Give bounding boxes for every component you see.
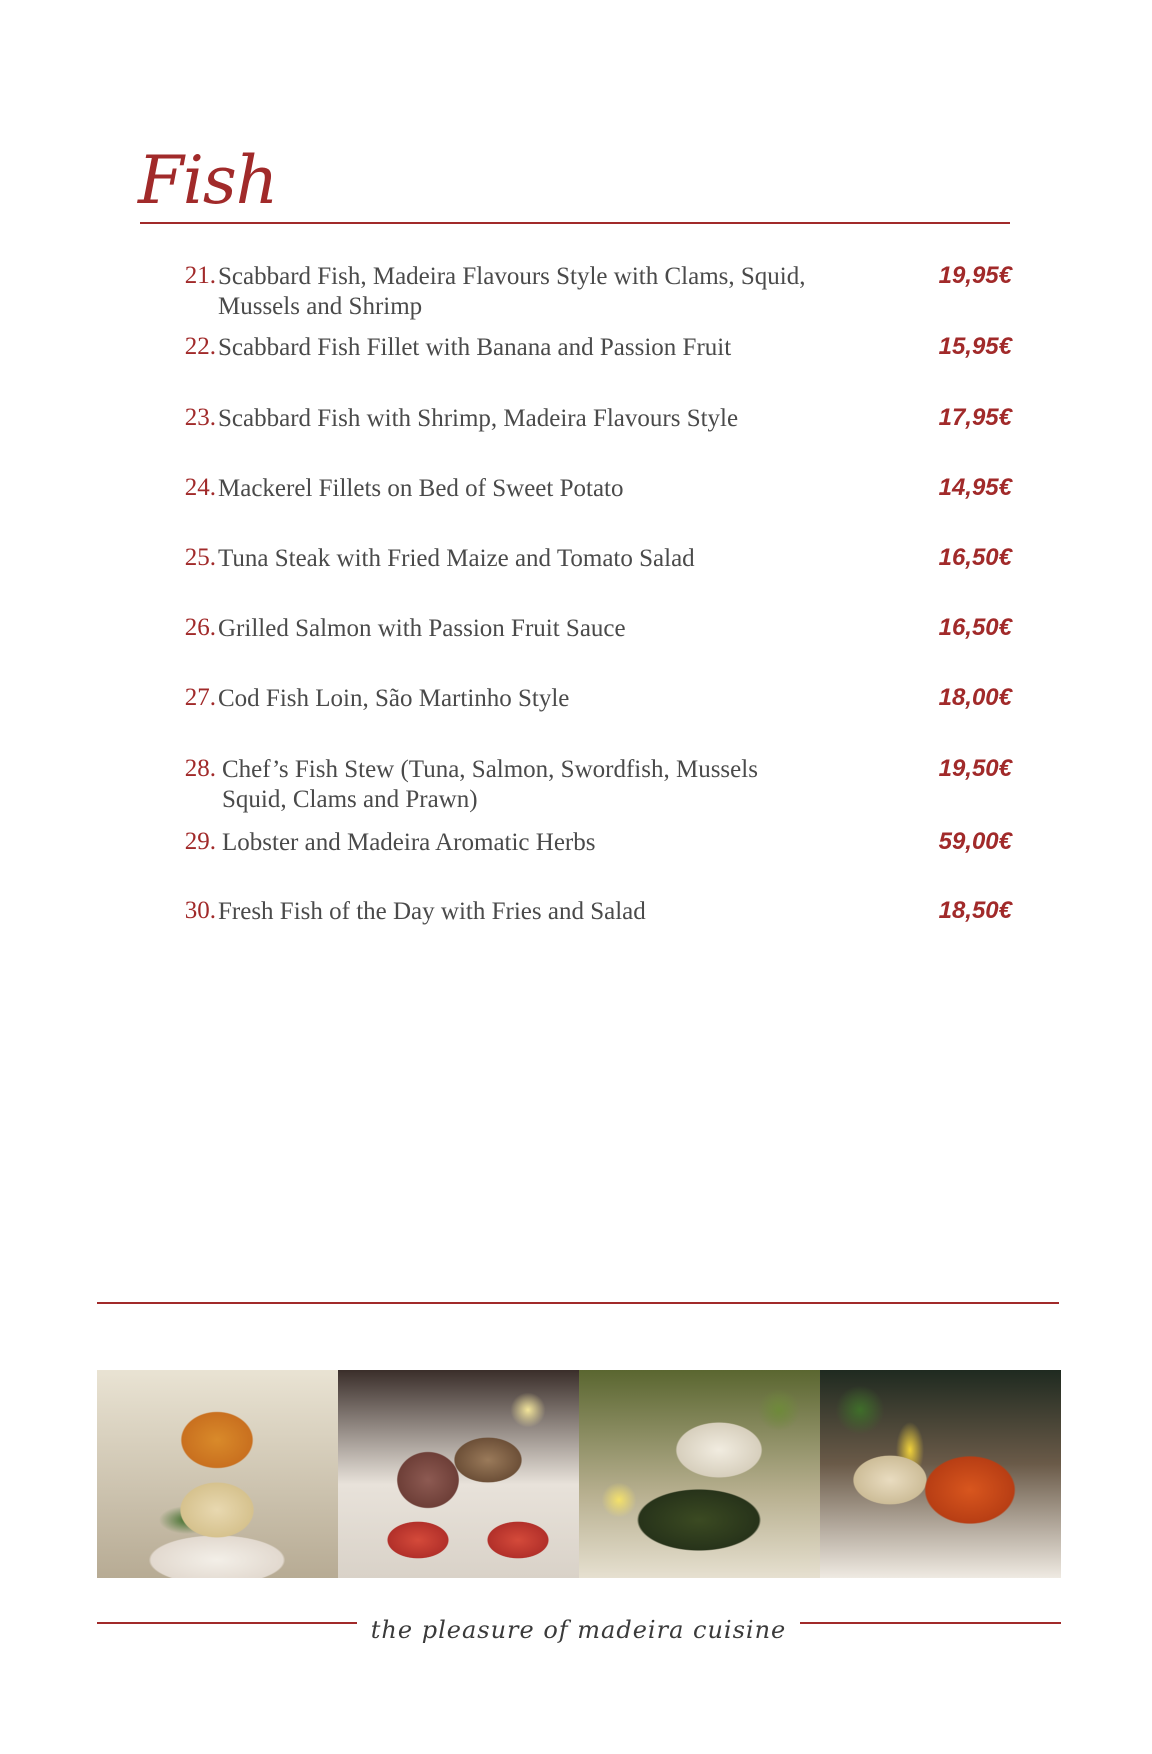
- footer-tagline: the pleasure of madeira cuisine: [370, 1616, 787, 1644]
- item-number: 29.: [184, 828, 216, 855]
- item-price: 59,00€: [938, 828, 1012, 855]
- item-name: Tuna Steak with Fried Maize and Tomato Salad: [218, 545, 695, 572]
- item-number: 23.: [184, 404, 216, 431]
- item-name: Lobster and Madeira Aromatic Herbs: [222, 829, 596, 856]
- item-name: Fresh Fish of the Day with Fries and Salad: [218, 898, 646, 925]
- item-name: Chef’s Fish Stew (Tuna, Salmon, Swordfish, Mussels Squid, Clams and Prawn): [222, 756, 758, 813]
- item-number: 26.: [184, 614, 216, 641]
- bottom-divider: [97, 1302, 1059, 1304]
- item-price: 19,50€: [938, 755, 1012, 782]
- photo-strip: [97, 1370, 1061, 1578]
- item-name: Scabbard Fish, Madeira Flavours Style with Clams, Squid, Mussels and Shrimp: [218, 263, 806, 320]
- dish-photo-lobster: [820, 1370, 1061, 1578]
- dish-photo-scabbard: [97, 1370, 338, 1578]
- item-number: 30.: [184, 897, 216, 924]
- item-name: Grilled Salmon with Passion Fruit Sauce: [218, 615, 626, 642]
- item-name: Scabbard Fish with Shrimp, Madeira Flavours Style: [218, 405, 739, 432]
- item-price: 18,00€: [938, 684, 1012, 711]
- item-number: 22.: [184, 333, 216, 360]
- footer-divider-right: [800, 1622, 1061, 1624]
- item-price: 14,95€: [938, 474, 1012, 501]
- item-number: 21.: [184, 262, 216, 289]
- item-price: 15,95€: [938, 333, 1012, 360]
- item-name: Cod Fish Loin, São Martinho Style: [218, 685, 570, 712]
- footer-divider-left: [97, 1622, 357, 1624]
- item-number: 25.: [184, 544, 216, 571]
- item-price: 16,50€: [938, 614, 1012, 641]
- dish-photo-cod: [579, 1370, 820, 1578]
- title-divider: [140, 222, 1010, 224]
- item-name: Mackerel Fillets on Bed of Sweet Potato: [218, 475, 624, 502]
- item-price: 17,95€: [938, 404, 1012, 431]
- item-name: Scabbard Fish Fillet with Banana and Passion Fruit: [218, 334, 732, 361]
- item-price: 16,50€: [938, 544, 1012, 571]
- dish-photo-tuna: [338, 1370, 579, 1578]
- item-price: 18,50€: [938, 897, 1012, 924]
- item-number: 24.: [184, 474, 216, 501]
- section-title: Fish: [138, 142, 278, 219]
- item-price: 19,95€: [938, 262, 1012, 289]
- item-number: 27.: [184, 684, 216, 711]
- item-number: 28.: [184, 755, 216, 782]
